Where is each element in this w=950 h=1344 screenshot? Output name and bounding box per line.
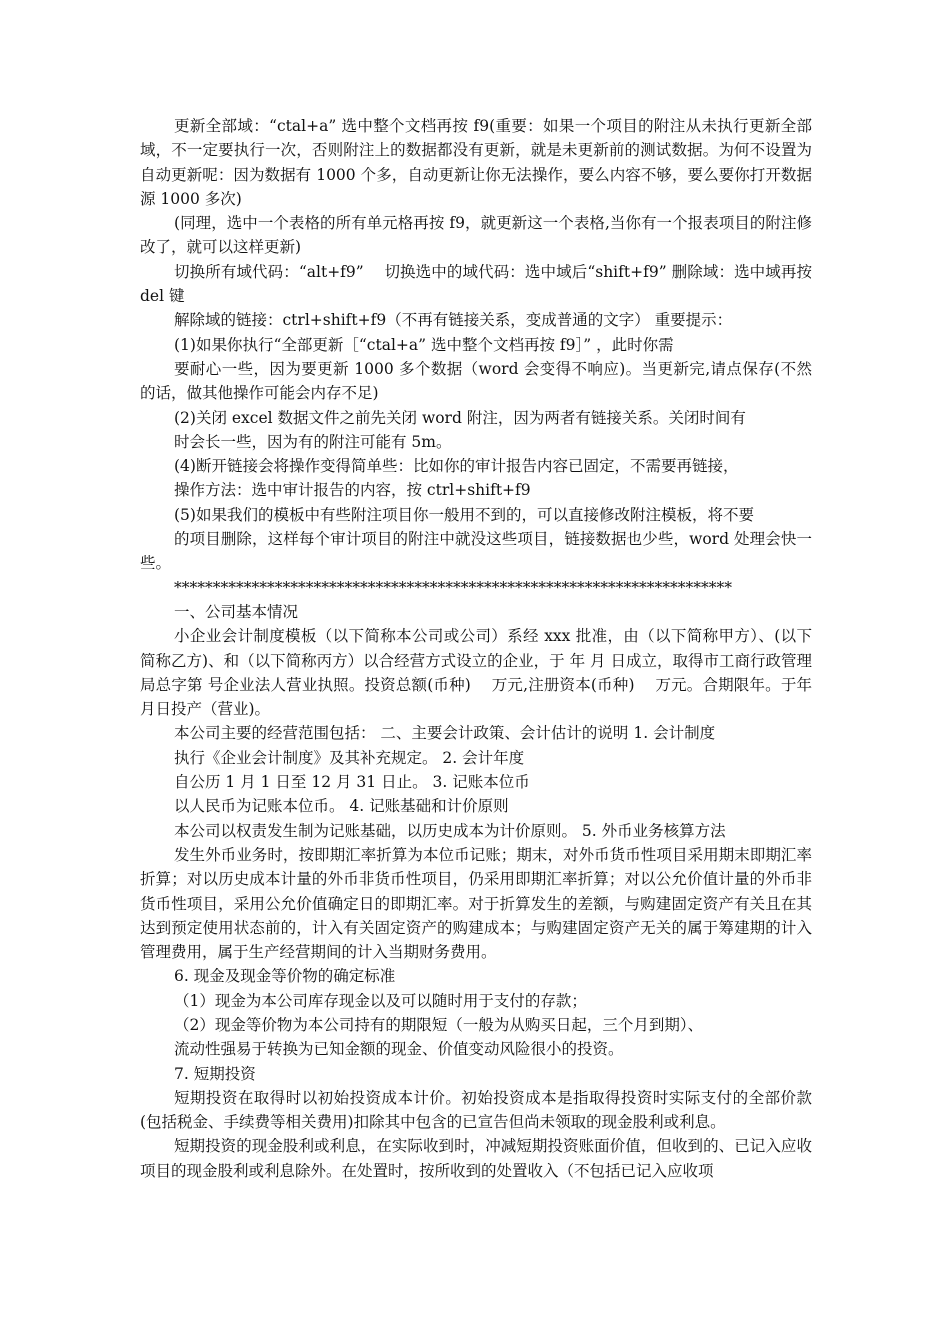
paragraph: 7. 短期投资	[174, 1064, 256, 1083]
paragraph: （2）现金等价物为本公司持有的期限短（一般为从购买日起，三个月到期）、	[174, 1015, 704, 1034]
paragraph: 切换所有域代码：“alt+f9” 切换选中的域代码：选中域后“shift+f9” 删除域：选中域再按 del 键	[140, 262, 812, 306]
paragraph: 更新全部域：“ctal+a” 选中整个文档再按 f9(重要：如果一个项目的附注从未执行更新全部域，不一定要执行一次，否则附注上的数据都没有更新，就是未更新前的测试数据。为何不设置为自动更新呢：因为数据有 1000 个多，自动更新让你无法操作，要么内容不够，要么要你打开数据源 1000 多次)	[140, 117, 812, 208]
separator-line: ************************************************************************	[174, 578, 732, 597]
paragraph: 要耐心一些，因为要更新 1000 多个数据（word 会变得不响应)。当更新完,请点保存(不然的话，做其他操作可能会内存不足)	[140, 359, 812, 403]
paragraph: 的项目删除，这样每个审计项目的附注中就没这些项目，链接数据也少些，word 处理会快一些。	[140, 530, 812, 573]
paragraph: 执行《企业会计制度》及其补充规定。 2. 会计年度	[174, 748, 525, 767]
paragraph: 流动性强易于转换为已知金额的现金、价值变动风险很小的投资。	[174, 1040, 624, 1059]
paragraph: 一、公司基本情况	[174, 602, 299, 621]
paragraph: (同理，选中一个表格的所有单元格再按 f9，就更新这一个表格,当你有一个报表项目的附注修改了，就可以这样更新)	[140, 214, 812, 257]
paragraph: 发生外币业务时，按即期汇率折算为本位币记账；期末，对外币货币性项目采用期末即期汇率折算；对以历史成本计量的外币非货币性项目，仍采用即期汇率折算；对以公允价值计量的外币非货币性项目，采用公允价值确定日的即期汇率。对于折算发生的差额，与购建固定资产有关且在其达到预定使用状态前的，计入有关固定资产的购建成本；与购建固定资产无关的属于筹建期的计入管理费用，属于生产经营期间的计入当期财务费用。	[140, 845, 812, 962]
paragraph: 操作方法：选中审计报告的内容，按 ctrl+shift+f9	[174, 481, 531, 500]
paragraph: 以人民币为记账本位币。 4. 记账基础和计价原则	[174, 797, 509, 816]
paragraph: (4)断开链接会将操作变得简单些：比如你的审计报告内容已固定，不需要再链接，	[174, 457, 739, 476]
paragraph: 时会长一些，因为有的附注可能有 5m。	[174, 432, 452, 451]
paragraph: (2)关闭 excel 数据文件之前先关闭 word 附注，因为两者有链接关系。关闭时间有	[174, 408, 746, 427]
paragraph: 6. 现金及现金等价物的确定标准	[174, 967, 396, 986]
paragraph: (5)如果我们的模板中有些附注项目你一般用不到的，可以直接修改附注模板，将不要	[174, 505, 754, 524]
paragraph: 自公历 1 月 1 日至 12 月 31 日止。 3. 记账本位币	[174, 773, 530, 792]
paragraph: （1）现金为本公司库存现金以及可以随时用于支付的存款；	[174, 991, 587, 1010]
document-body	[140, 114, 812, 1183]
paragraph: 小企业会计制度模板（以下简称本公司或公司）系经 xxx 批准，由（以下简称甲方）、(以下简称乙方)、和（以下简称丙方）以合经营方式设立的企业，于 年 月 日成立，取得市工商行政管理局总字第 号企业法人营业执照。投资总额(币种) 万元,注册资本(币种) 万元。合期限年。于年月日投产（营业)。	[140, 627, 812, 719]
paragraph: 本公司以权责发生制为记账基础，以历史成本为计价原则。 5. 外币业务核算方法	[174, 821, 726, 840]
paragraph: 本公司主要的经营范围包括： 二、主要会计政策、会计估计的说明 1. 会计制度	[174, 724, 716, 743]
paragraph: (1)如果你执行“全部更新［“ctal+a” 选中整个文档再按 f9］” ，此时你需	[174, 335, 674, 354]
paragraph: 解除域的链接：ctrl+shift+f9（不再有链接关系，变成普通的文字） 重要提示：	[174, 311, 733, 330]
paragraph: 短期投资的现金股利或利息，在实际收到时，冲减短期投资账面价值，但收到的、已记入应收项目的现金股利或利息除外。在处置时，按所收到的处置收入（不包括已记入应收项	[140, 1137, 812, 1180]
paragraph: 短期投资在取得时以初始投资成本计价。初始投资成本是指取得投资时实际支付的全部价款(包括税金、手续费等相关费用)扣除其中包含的已宣告但尚未领取的现金股利或利息。	[140, 1088, 812, 1132]
